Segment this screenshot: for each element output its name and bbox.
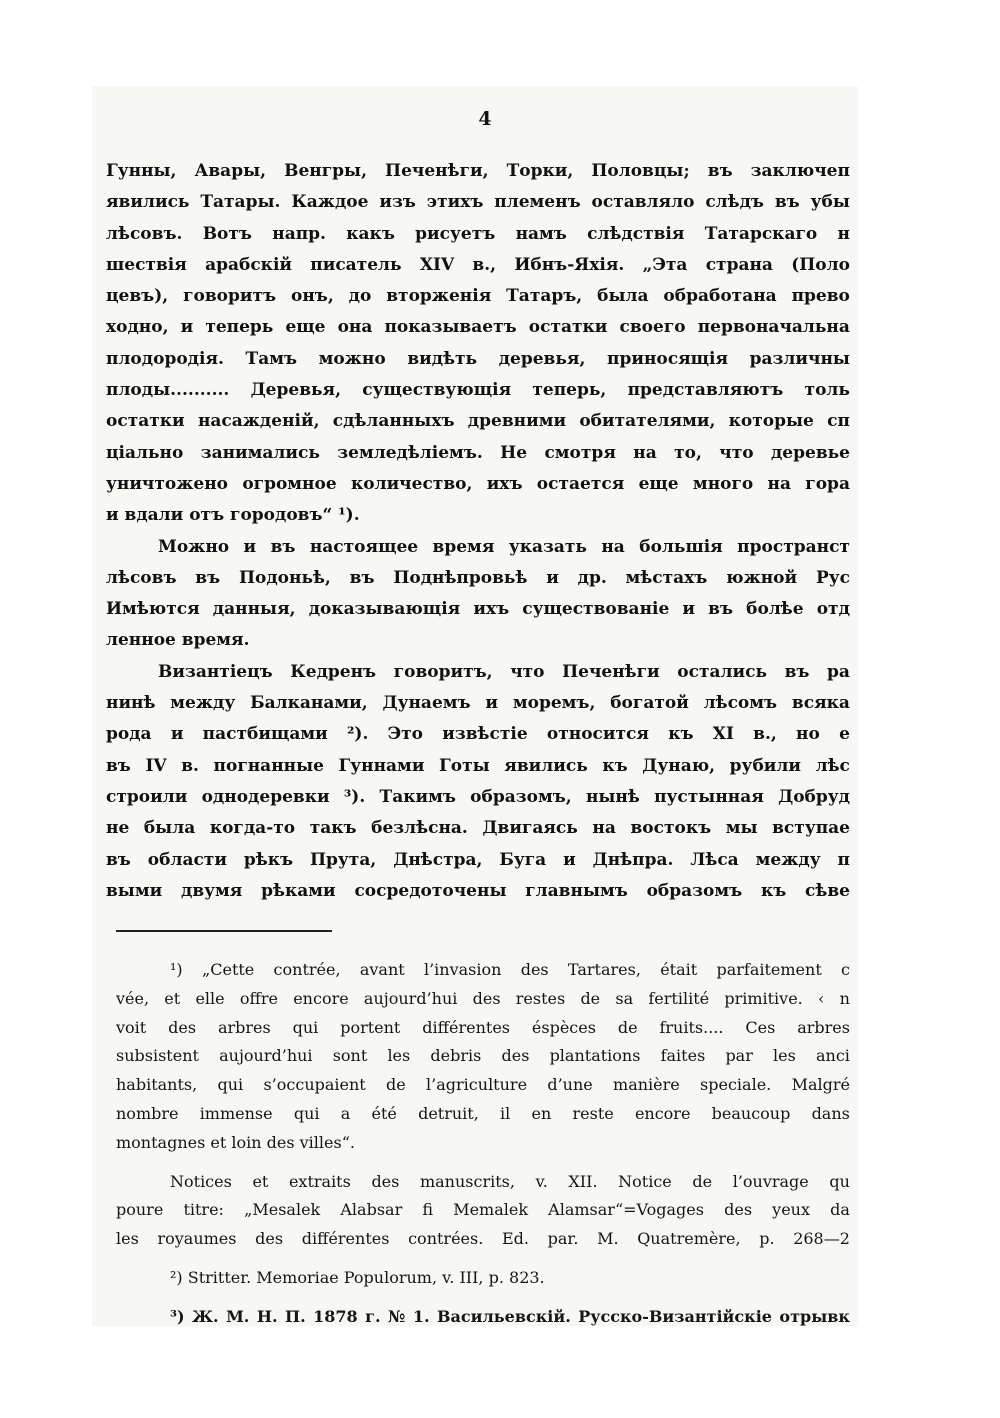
text-line: цевъ), говоритъ онъ, до вторженія Татаръ, была обработана прево xyxy=(106,286,850,307)
footnote-1-line: habitants, qui s’occupaient de l’agriculture d’une manière speciale. Malgré xyxy=(116,1075,850,1095)
text-line: остатки насажденій, сдѣланныхъ древними обитателями, которые сп xyxy=(106,411,850,432)
text-line: строили однодеревки ³). Такимъ образомъ, нынѣ пустынная Добруд xyxy=(106,786,850,807)
footnote-2: ²) Stritter. Memoriae Populorum, v. III, p. 823. xyxy=(170,1267,545,1287)
text-line: Византіецъ Кедренъ говоритъ, что Печенѣги остались въ ра xyxy=(158,661,850,682)
footnote-1-line: ¹) „Cette contrée, avant l’invasion des Tartares, était parfaitement c xyxy=(170,960,850,979)
text-line: ленное время. xyxy=(106,630,250,651)
text-line: нинѣ между Балканами, Дунаемъ и моремъ, богатой лѣсомъ всяка xyxy=(106,693,850,714)
text-line: шествія арабскій писатель XIV в., Ибнъ-Яхія. „Эта страна (Поло xyxy=(106,254,850,275)
footnote-1-source-line: poure titre: „Mesalek Alabsar fi Memalek Alamsar“=Vogages des yeux da xyxy=(116,1200,850,1220)
text-line: ціально занимались земледѣліемъ. Не смотря на то, что деревье xyxy=(106,442,850,463)
text-line: лѣсовъ. Вотъ напр. какъ рисуетъ намъ слѣдствія Татарскаго н xyxy=(106,223,850,244)
main-text xyxy=(106,156,850,907)
footnote-1-line: voit des arbres qui portent différentes éspèces de fruits.... Ces arbres xyxy=(116,1017,850,1037)
footnote-1-line: nombre immense qui a été detruit, il en reste encore beaucoup dans xyxy=(116,1103,850,1123)
text-line: Гунны, Авары, Венгры, Печенѣги, Торки, Половцы; въ заключеп xyxy=(106,161,850,181)
text-line: въ области рѣкъ Прута, Днѣстра, Буга и Днѣпра. Лѣса между п xyxy=(106,849,850,870)
text-line: Имѣются данныя, доказывающія ихъ существованіе и въ болѣе отд xyxy=(106,599,850,620)
footnote-1-line: vée, et elle offre encore aujourd’hui des restes de sa fertilité primitive. ‹ n xyxy=(116,988,850,1008)
footnote-1-line: subsistent aujourd’hui sont les debris des plantations faites par les anci xyxy=(116,1046,850,1066)
page-number: 4 xyxy=(478,108,492,130)
text-line: плоды.......... Деревья, существующія теперь, представляютъ толь xyxy=(106,380,850,401)
text-line: уничтожено огромное количество, ихъ остается еще много на гора xyxy=(106,473,850,494)
text-line: лѣсовъ въ Подоньѣ, въ Поднѣпровьѣ и др. мѣстахъ южной Рус xyxy=(106,567,850,588)
text-line: и вдали отъ городовъ“ ¹). xyxy=(106,505,360,526)
footnote-1-line: montagnes et loin des villes“. xyxy=(116,1132,355,1152)
text-line: Можно и въ настоящее время указать на большія пространст xyxy=(158,536,850,557)
footnote-1-source-line: les royaumes des différentes contrées. Ed. par. M. Quatremère, p. 268—2 xyxy=(116,1229,850,1249)
text-line: явились Татары. Каждое изъ этихъ племенъ оставляло слѣдъ въ убы xyxy=(106,192,850,213)
text-line: въ IV в. погнанные Гуннами Готы явились къ Дунаю, рубили лѣс xyxy=(106,755,850,776)
text-line: выми двумя рѣками сосредоточены главнымъ образомъ къ сѣве xyxy=(106,880,850,901)
text-line: рода и пастбищами ²). Это извѣстіе относится къ XI в., но е xyxy=(106,724,850,745)
text-line: не была когда-то такъ безлѣсна. Двигаясь на востокъ мы вступае xyxy=(106,818,850,839)
footnote-separator xyxy=(116,930,332,932)
footnote-1-source-line: Notices et extraits des manuscrits, v. XII. Notice de l’ouvrage qu xyxy=(170,1171,850,1191)
footnotes xyxy=(116,956,850,1332)
text-line: ходно, и теперь еще она показываетъ остатки своего первоначальна xyxy=(106,317,850,338)
footnote-3: ³) Ж. М. Н. П. 1878 г. № 1. Васильевскій. Русско-Византійскіе отрывк xyxy=(170,1306,850,1326)
text-line: плодородія. Тамъ можно видѣть деревья, приносящія различны xyxy=(106,348,850,369)
